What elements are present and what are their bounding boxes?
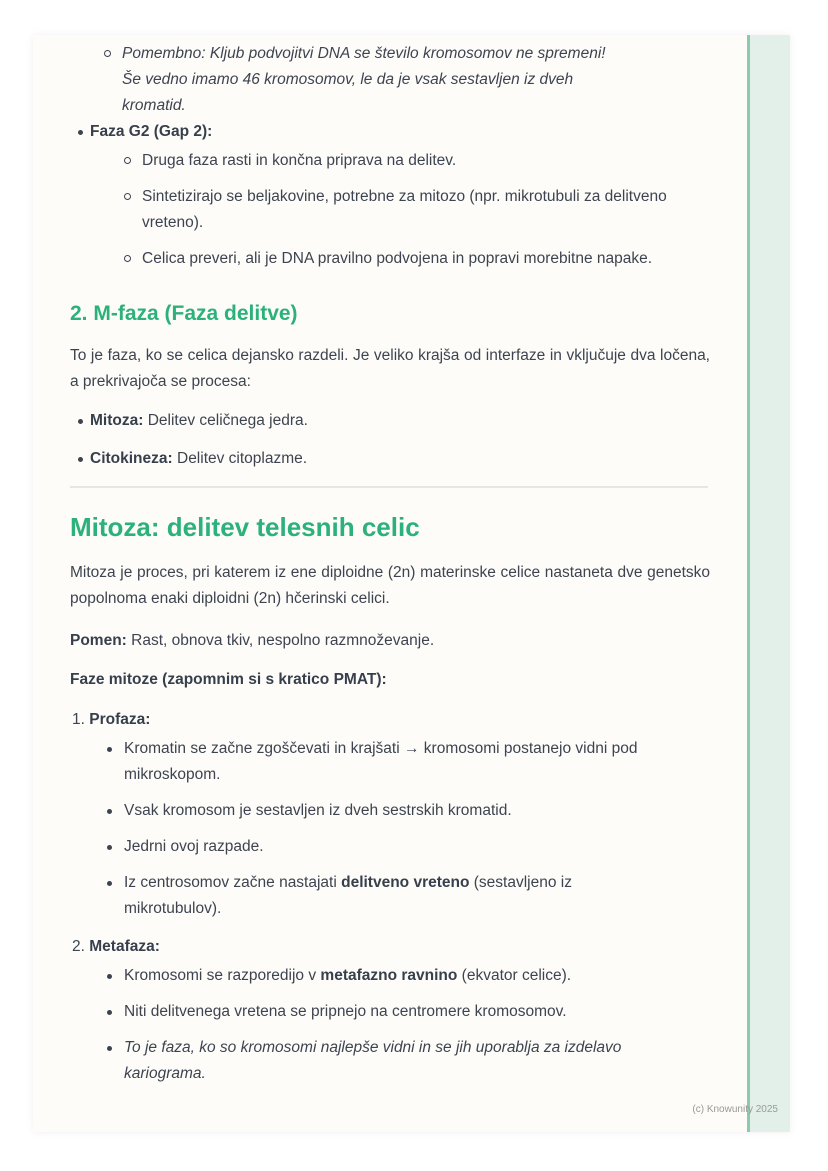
list-item-text: (sestavljeno iz mikrotubulov).	[124, 874, 572, 917]
numbered-item-metafaza	[70, 934, 710, 1087]
phase-title: Metafaza:	[89, 938, 160, 955]
pomen-paragraph	[70, 628, 710, 654]
profaza-sublist	[72, 736, 710, 922]
list-item	[72, 798, 710, 824]
list-item-text: Jedrni ovoj razpade.	[124, 838, 264, 855]
term-label: Mitoza:	[90, 412, 144, 429]
list-item-italic-note	[72, 1035, 644, 1087]
list-item	[72, 963, 710, 989]
item-number: 2.	[72, 938, 85, 955]
term-definition: Delitev citoplazme.	[172, 450, 308, 467]
list-item-mitoza	[70, 408, 710, 434]
copyright-footer: (c) Knowunity 2025	[692, 1104, 778, 1115]
faza-g2-title: Faza G2 (Gap 2):	[90, 123, 213, 140]
page-content	[70, 41, 710, 1087]
list-item-text: Sintetizirajo se beljakovine, potrebne za mitozo (npr. mikrotubuli za delitveno vreteno).	[142, 188, 667, 231]
pomen-text: Rast, obnova tkiv, nespolno razmnoževanje.	[126, 632, 435, 649]
m-faza-intro-paragraph: To je faza, ko se celica dejansko razdeli. Je veliko krajša od interfaze in vključuje dva ločena, a prekrivajoča se procesa:	[70, 347, 710, 390]
list-item-text: To je faza, ko so kromosomi najlepše vidni in se jih uporablja za izdelavo kariograma.	[124, 1039, 622, 1082]
list-item-text: Niti delitvenega vretena se pripnejo na centromere kromosomov.	[124, 1003, 567, 1020]
list-item-bold: delitveno vreteno	[341, 874, 470, 891]
faze-mitoze-title: Faze mitoze (zapomnim si s kratico PMAT):	[70, 671, 387, 688]
note-item-pomembno	[70, 41, 622, 119]
list-item-text: Vsak kromosom je sestavljen iz dveh sestrskih kromatid.	[124, 802, 512, 819]
section-heading-mitoza: Mitoza: delitev telesnih celic	[70, 512, 420, 542]
section-heading-m-faza: 2. M-faza (Faza delitve)	[70, 302, 298, 325]
phase-title: Profaza:	[89, 711, 151, 728]
pomen-label: Pomen:	[70, 632, 127, 649]
list-item-text: Kromatin se začne zgoščevati in krajšati → kromosomi postanejo vidni pod mikroskopom.	[124, 740, 638, 783]
list-item-text: Druga faza rasti in končna priprava na delitev.	[142, 152, 457, 169]
term-definition: Delitev celičnega jedra.	[143, 412, 308, 429]
list-item-faza-g2	[70, 119, 710, 272]
mitosis-phases-list	[70, 707, 710, 1087]
list-item	[90, 246, 682, 272]
list-item-bold: metafazno ravnino	[320, 967, 458, 984]
list-item	[72, 736, 710, 788]
document-page	[33, 35, 790, 1132]
item-number: 1.	[72, 711, 85, 728]
metafaza-sublist	[72, 963, 710, 1087]
page-accent-bar	[747, 35, 790, 1132]
faza-g2-sublist	[90, 148, 710, 272]
list-item	[90, 148, 710, 174]
mitoza-intro-paragraph: Mitoza je proces, pri katerem iz ene diploidne (2n) materinske celice nastaneta dve genetsko popolnoma enaki diploidni (2n) hčerinski celici.	[70, 564, 710, 607]
list-item	[72, 999, 710, 1025]
list-item-text: Kromosomi se razporedijo v	[124, 967, 321, 984]
note-text: Pomembno: Kljub podvojitvi DNA se število kromosomov ne spremeni! Še vedno imamo 46 kromosomov, le da je vsak sestavljen iz dveh kromatid.	[122, 45, 606, 114]
note-sublist	[70, 41, 710, 119]
list-item	[72, 870, 644, 922]
interphase-list	[70, 119, 710, 272]
list-item-text: (ekvator celice).	[457, 967, 572, 984]
section-divider	[70, 486, 708, 488]
list-item-text: Iz centrosomov začne nastajati	[124, 874, 342, 891]
term-label: Citokineza:	[90, 450, 173, 467]
m-faza-list	[70, 408, 710, 472]
list-item-text: Celica preveri, ali je DNA pravilno podvojena in popravi morebitne napake.	[142, 250, 653, 267]
numbered-item-profaza	[70, 707, 710, 922]
list-item-citokineza	[70, 446, 710, 472]
list-item	[72, 834, 710, 860]
list-item	[90, 184, 710, 236]
